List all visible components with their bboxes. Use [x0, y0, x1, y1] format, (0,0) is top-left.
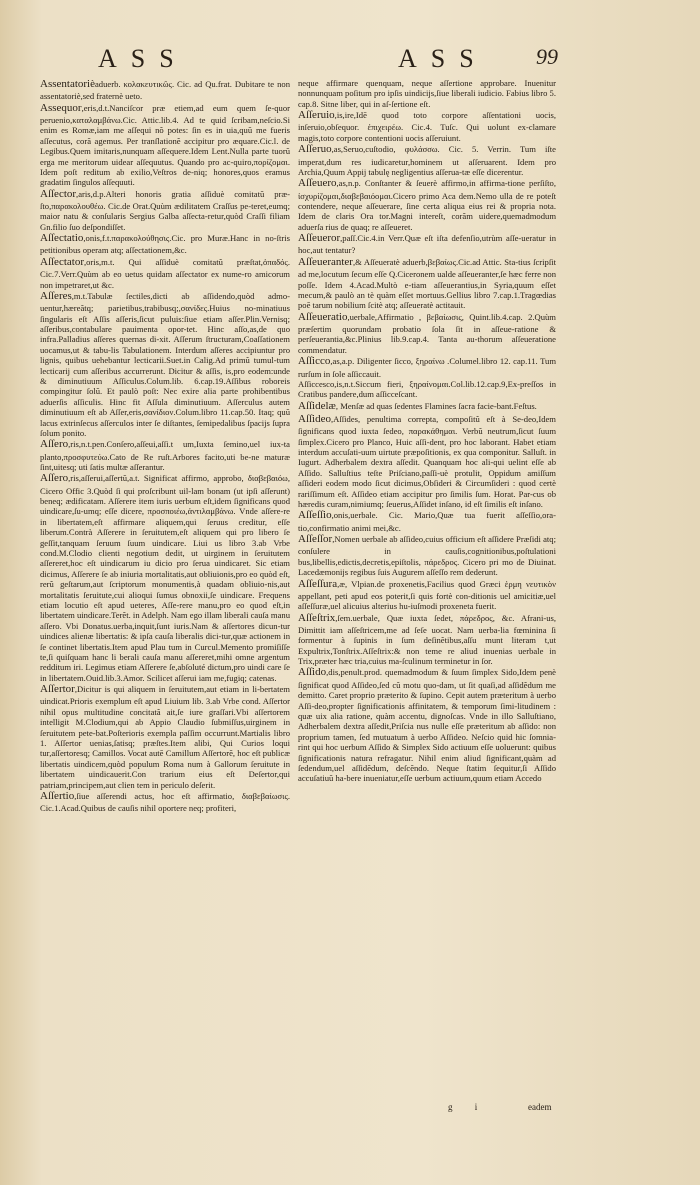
- entry-text: ,æ, Vlpian.de proxenetis,Facilius quod Græci ἑρμη νευτικὸν appellant, peti apud eos poterit,ſi quis fortè con-ditionis uel amicitiæ,uel aſſeſſuræ,uel alicuius alterius hu-iuſmodi proxeneta fuerit.: [298, 578, 556, 612]
- dictionary-entry: [40, 78, 290, 102]
- entry-text: ,as,n.p. Conſtanter & ſeuerè affirmo,in affirma-tione perſiſto, ἰσχυρίζομαι,διαβεβαιόομαι.Cicero primo Aca dem.Nemo ulla de re poteſt contendere, neque aſſeuerare, ſine certa aliqua eius rei & propria nota. Idem de claris Ora tor.Magni intereſt, corãm uidere,quemadmodum aduerſa rius de quaq; re aſſeueret.: [298, 178, 556, 232]
- entry-headword: Aſſertio: [40, 789, 75, 802]
- entry-text: Aſſiccesco,is,n.t.Siccum fieri, ξηραίνομαι.Col.lib.12.cap.9,Ex-preſſos in Cratibus pandere,dum aſſicceſcant.: [298, 378, 556, 400]
- header-left-guide: ASS: [98, 44, 188, 73]
- entry-text: ,as,Seruo,cuſtodio, φυλάσσω. Cic. 5. Verrin. Tum iſte imperat,dum res iudicaretur,hominem ut aſſeruarent. Idem pro Archia,Quum Appij tabulę negligentius aſſerua-tæ eſſe dicerentur.: [298, 144, 556, 177]
- entry-headword: Aſſectatio: [40, 232, 84, 245]
- dictionary-entry: [40, 102, 290, 188]
- dictionary-entry: [40, 438, 290, 472]
- entry-headword: Assequor: [40, 101, 82, 114]
- entry-headword: Aſſeueror: [298, 232, 341, 245]
- dictionary-entry: [298, 311, 556, 355]
- dictionary-entry: [298, 533, 556, 577]
- entry-headword: Aſſeſſio: [298, 509, 332, 522]
- dictionary-entry: [298, 612, 556, 667]
- entry-text: ,ris,n.t.pen.Conſero,aſſeui,aſſi.t um,Iuxta ſemino,uel iux-ta planto,προσφυτεύω.Cato de Re ruſt.Arbores facito,uti be-ne maturæ ſint,uitesq; uti ſatis multæ aſſerantur.: [40, 439, 290, 473]
- signature-mark: g i: [448, 1102, 488, 1112]
- entry-headword: Aſſero: [40, 438, 69, 451]
- dictionary-entry: [298, 256, 556, 311]
- entry-headword: Aſſeueranter: [298, 255, 353, 268]
- entry-text: ,ris,aſſerui,aſſertũ,a.t. Significat affirmo, approbo, διαβεβαιόω, Cicero Offic 3.Quòd ſi qui proſcribunt uil-lam bonam (ut ipſi aſſerunt) beneq; ædificatam. Aſſerere item iuris uerbum eſt,idem ſignificans quod uindicare,ſu-umq; eſſe dicere, προσποιέω,ἀντιλαμβάνω. Vnde aſſere-re in libertatem,eſt affirmare aliquem,qui ſeruus creditur, eſſe liberum.Contrà Aſſerere in ſeruitutem,eſt aliquem qui pro libero ſe geſſit,tanquam ſeruum ſuum uindicare. Liui us libro 3.ab Vrbe cond.M.Clodio clienti negotium dedit, ut uirginem in ſeruitutem aſſereret,hoc eſt uindicarum iu dicio pro ſerua uindicaret. Sic etiam dicimus, Aſſerere ſe ab iniuria mortalitatis,aut obliuionis,pro eo quòd eſt, rerũ geſtarum,aut ſcriptorum monumentis,à quadam obliuio-nis,aut mortalitatis ſeruitute,cui alioqui ſumus obnoxii,ſe uindicare. Frequens etiam locutio eſt apud ueteres, Aſſe-rere manu,pro eo quod eſt,in libertatem uindicare.Terẽt. in Adelph. Nam ego illam liberali cauſa manu aſſero. Vbi Donatus.uerba,inquit,ſunt iuris.Nam & aſſertores dicun-tur uindices alienæ libertatis: & ipſa cauſa liberalis dici-tur,quæ actionem in ſe continet libertatis.Item apud Plau tum in Curcul.Memento promiſiſſe te,ſi quiſquam hanc li berali cauſa manu aſſereret,mihi omne argentum redditum iri. Legimus etiam Aſſerere ſe,abſoluté dictum,pro uindi care ſe in libertatem.Ouid.lib.3.Amor. Scilicet aſſerui iam me,fugiq; catenas.: [40, 473, 290, 683]
- entry-text: ,dis,penult.prod. quemadmodum & ſuum ſimplex Sido,Idem penè ſignificat quod Aſſideo,ſed cũ motu quo-dam, ut ſit quaſi,ad aſſidẽdum me demitto. Caret proprio præterito & ſupino. Cepit autem præteritum à uerbo Aſſi-deo,propter ſignificationis affinitatem, & temporum ſimi-litudinem : quæ uix alia ratione, quàm accentu, dignoſcas. Vnde in illo Salluſtiano, Adherbalem dextra aſſedit,Priſcia nus nulle eſſe præteritum ab aſſido: non proprium tamen, ſed mutuatum à uerbo Aſſideo. Neſcio quid hic ſomnia-rint qui hoc uerbum Aſſido & Simplex Sido actiuum eſſe uoluerunt: quibus ſignificationis natura refragatur. Nihil enim aliud ſignificant,quàm ad ſedendum,uel aſſidẽdum, deſcẽndo. Neque ſtatim ſequitur,ſi Aſſido accuſatiuũ ha-bere inueniatur,eſſe uerbum actiuum,quum etiam Accedo: [298, 667, 556, 784]
- entry-text: ,onis,uerbale. Cic. Mario,Quæ tua fuerit aſſeſſio,ora-tio,confirmatio animi mei,&c.: [298, 510, 556, 533]
- entry-headword: Aſſidelæ: [298, 399, 336, 412]
- dictionary-entry: [40, 188, 290, 232]
- left-column: [40, 78, 290, 814]
- running-header: [0, 44, 700, 72]
- entry-text: ,Nomen uerbale ab aſſideo,cuius officium eſt aſſidere Præſidi atq; conſulere in cauſis,cognitionibus,poſtulationi bus,libellis,edictis,decretis,epiſtolis, πάρεδρος. Cicero pri mo de Diuinat. Lacedæmonijs regibus ſuis Augurem aſſeſſo rem dederunt.: [298, 534, 556, 578]
- entry-text: ,Aſſides, penultima correpta, compoſitũ eſt à Se-deo,Idem ſignificans quod iuxta ſedeo, παρακάθημαι. Verbũ neutrum,ſicut ſuum ſimplex.Cicero pro Planco, Huic aſſi-dent, pro hoc laborant. Habet etiam interdum accuſati-uum uirtute præpoſitionis, ex qua componitur. Salluſt. in Iugurt. Adherbalem dextra aſſedit. Quanquam hoc ali-qui uelint eſſe ab Aſſido. Salluſtius teſte Priſciano,paſſi-uè protulit, Oppidum amiſſum aſſideri eodem modo ſicut dicimus,Obſideri & Circumſideri : quod certè rariſſimum eſt. Aſſideo etiam accipitur pro ſimilis ſum. Horat. Par-cus ob hæredis curam,nimiumq; ſeuerus,Aſſidet inſano, id eſt ſimilis eſt inſano.: [298, 413, 556, 509]
- entry-text: ,paſſ.Cic.4.in Verr.Quæ eſt iſta defenſio,utrùm aſſe-ueratur in hoc,aut tentatur?: [298, 233, 556, 256]
- catchword: eadem: [528, 1102, 552, 1112]
- entry-headword: Aſſertor: [40, 683, 75, 696]
- entry-text: ,ſem.uerbale, Quæ iuxta ſedet, πάρεδρος, &c. Afrani-us, Dimittit iam aſſeſtricem,me ad ſeſe uocat. Nam uerba-lia fœminina ſi formentur à ſupinis in ſum deſinẽtibus,aſſu munt literam t,ut Expultrix,Tonſtrix.Aſſeſtrix:& non teme re aliud inuenias uerbale in Trix,præter hæc tria,cuius ma-ſculinum terminetur in ſor.: [298, 612, 556, 667]
- dictionary-entry: [40, 472, 290, 683]
- entry-text: ,uerbale,Affirmatio , βεβαίωσις, Quint.lib.4.cap. 2.Quùm præſertim quorundam probatio ſola ſit in aſſeue-ratione & perſeuerantia,&c.Plinius lib.9.cap.4. Tanta au-thorum aſſeueratione commendatur.: [298, 311, 556, 355]
- entry-text: ,is,ire,Idē quod toto corpore aſſentationi uocis, inſeruio,obſequor. ἐπιχειρέω. Cic.4. Tuſc. Qui uolunt ex-clamare magis,toto corpore contentioni uocis aſſeruiunt.: [298, 110, 556, 143]
- dictionary-entry: [298, 509, 556, 533]
- entry-text: ,onis,f.t.παρακολούθησις.Cic. pro Muræ.Hanc in no-ſtris petitionibus operam atq; aſſectationem,&c.: [40, 233, 290, 256]
- entry-headword: Aſſector: [40, 187, 77, 200]
- entry-headword: Aſſeſtrix: [298, 611, 336, 624]
- entry-headword: Aſſeuero: [298, 177, 337, 190]
- entry-text: , Menſæ ad quas ſedentes Flamines ſacra facie-bant.Feſtus.: [335, 400, 537, 411]
- entry-text: ,Dicitur is qui aliquem in ſeruitutem,aut etiam in li-bertatem uindicat.Prioris exemplum eſt apud Liuium lib. 3.ab Vrbe cond. Aſſertor nihil opus multitudine concitatã ait,ſe iure graſſari.Vbi aſſertorem intelligit M.Clodium,qui ab Appio Claudio ſubmiſſus,uirginem in ſeruitutem pete-bat.Poſterioris exempla paſſim occurrunt.Martialis libro 1. Aſſertor uenias,ſatisq; præſtes.Item alibi, Qui Curios loqui tur,aſſertoresq; Camillos. Vocat autē Camillum Aſſertorẽ, hoc eſt publicæ libertatis uindicem,quòd populum Roma num à Gallorum ſeruitute in libertatem uindicauerit.Con trarium eius eſt Deſertor,qui patriam,principem,aut clien tem in periculo deſerit.: [40, 684, 290, 790]
- dictionary-entry: [40, 790, 290, 814]
- entry-headword: Aſſeueratio: [298, 310, 348, 323]
- entry-text: ,eris,d.t.Nanciſcor præ etiem,ad eum quem ſe-quor peruenio,καταλαμβάνω.Cic. Attic.lib.4. Ad te quid ſcribam,neſcio.Si enim es Romæ,iam me aſſequi nõ potes: ſin es in uia,quũ me fueris aſſecutus, corã agemus. Per tranſlationẽ accipitur pro æquare.Cic.l. de Legibus.Quem imitaris,nunquam aſſequere.Idem Lent.Nulla parte tuorũ erga me meritorum uidear aſſequutus. Quando pro ac-quiro,πορίζομαι. Idem poſt reditum ab exilio,Veſtros de-niq; honores,quos eramus gradatim ſingulos aſſequuti.: [40, 102, 290, 188]
- entry-text: ,oris,m.t. Qui aſſiduè comitatũ præſtat,ὀπαδός. Cic.7.Verr.Quùm ab eo uetus quidam aſſectator ex nume-ro amicorum non impetraret,ut &c.: [40, 256, 290, 290]
- dictionary-entry: [298, 177, 556, 232]
- entry-headword: Aſſectator: [40, 255, 84, 268]
- entry-headword: Aſſero: [40, 472, 69, 485]
- page-number: 99: [536, 44, 558, 69]
- right-column: [298, 78, 556, 784]
- entry-text: ,ſiue aſſerendi actus, hoc eſt affirmatio, διαβεβαίωσις. Cic.1.Acad.Quibus de cauſis nihil oportere neq; profiteri,: [40, 790, 290, 814]
- entry-headword: Assentatoriè: [40, 78, 95, 90]
- dictionary-entry: [40, 683, 290, 790]
- entry-headword: Aſſeres: [40, 289, 72, 302]
- dictionary-entry: [298, 232, 556, 256]
- entry-headword: Aſſido: [298, 666, 327, 679]
- entry-headword: Aſſeruio: [298, 109, 335, 122]
- dictionary-entry: [298, 413, 556, 509]
- entry-text: ,m.t.Tabulæ ſectiles,dicti ab aſſidendo,quòd admo-uentur,hæreãtq; parietibus,trabibusq;,σανίδες.Huius no-minatiuus ſingularis eſt Aſſis aſſeris,ſicut puluis:ſiue etiam aſſer.Plin.Vernisq; aſſeribus,contabulare pauimenta opor-tet. Hinc aſſo,as,de quo infra.Palladius aſſeres quernas di-xit. Aſſerum ſtructuram,Coaſſationem uocamus,ut & tabu-lis Tabulationem. Interdum aſſeres accipiuntur pro lignis, quibus uehebantur lecticarii.Suet.in Calig.Ad primũ tumul-tum lecticarij cum aſſeribus accurrerunt. Dicitur & aſſis, is,pro eodem:unde & diminutiuum Aſſiculus.Colum.lib. 6.cap.19.Aſſibus roboreis compingitur ſolũ. Et paulò poſt: Nec exire alia parte prohibentibus aduerſis aſſiculis. Hinc fit Aſſula diminutiuum. Aſſerculus autem diminutiuum eſt ab Aſſer,eris,σανίδιον.Colum.libro 11.cap.50. Itaq; quũ lacus extrinſecus aſſerculos inter ſe diſtantes, ſemipedalibus ſpacijs ſupra ſolum ponito.: [40, 290, 290, 438]
- dictionary-entry: [298, 666, 556, 783]
- entry-headword: Aſſeruo: [298, 143, 332, 156]
- dictionary-entry: [298, 400, 556, 413]
- entry-text: ,aris,d.p.Alteri honoris gratia aſſiduè comitatũ præ-ſto,παρακολουθέω. Cic.de Orat.Quùm ædilitatem Craſſus pe-teret,eumq; maior natu & conſularis Sergius Galba aſſecta-retur,quòd Craſſi filiam Gn.filio ſuo deſpondiſſet.: [40, 188, 290, 232]
- header-right-guide: ASS: [398, 44, 488, 73]
- dictionary-entry: [298, 78, 556, 109]
- dictionary-entry: [40, 256, 290, 290]
- entry-headword: Aſſicco: [298, 355, 331, 368]
- dictionary-entry: [40, 290, 290, 438]
- entry-text: ,& Aſſeueratè aduerb,βεβαίως.Cic.ad Attic. Sta-tius ſcripſit ad me,locutum ſecum eſſe Q.Ciceronem ualde aſſeueranter,ſe hæc ferre non poſſe. Idem 4.Acad.Multò e-tiam aſſeuerantius,in Syria,quum eſſet mecum,& paulò an tè quàm eſſet mortuus.Gellius libro 7.cap.1.Tragœdias poē tarum nobilium ſcitè atq; aſſeueratè actitauit.: [298, 256, 556, 311]
- dictionary-entry: [298, 578, 556, 612]
- entry-headword: Aſſideo: [298, 412, 331, 425]
- entry-text: neque affirmare quenquam, neque aſſertione approbare. Inuenitur nonnunquam poſitum pro ipſis uindicijs,ſiue liberali iudicio. Fabius libro 5. cap.8. Sitne liber, qui in aſ-ſertione eſt.: [298, 78, 556, 109]
- entry-text: ,as,a.p. Diligenter ſicco, ξηραίνω .Columel.libro 12. cap.11. Tum rurſum in ſole aſſiccauit.: [298, 356, 556, 379]
- entry-text: aduerb. κολακευτικῶς. Cic. ad Qu.frat. Dubitare te non assentatoriè,sed fraternè ueto.: [40, 79, 290, 102]
- dictionary-entry: [298, 379, 556, 400]
- entry-headword: Aſſeſſura: [298, 577, 338, 590]
- dictionary-entry: [298, 109, 556, 143]
- dictionary-entry: [298, 143, 556, 177]
- entry-headword: Aſſeſſor: [298, 533, 333, 546]
- dictionary-entry: [40, 232, 290, 256]
- dictionary-entry: [298, 355, 556, 379]
